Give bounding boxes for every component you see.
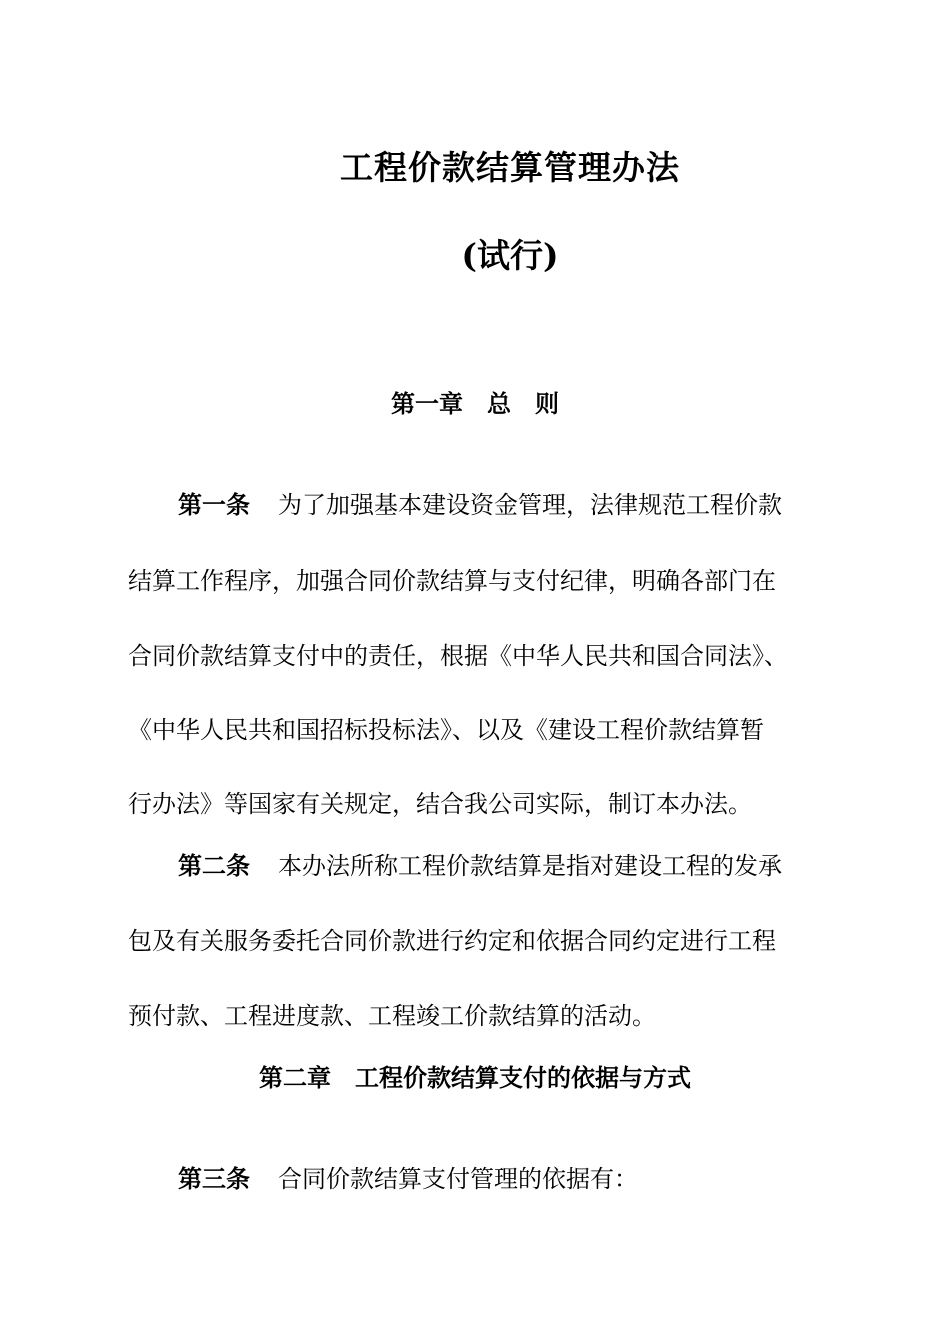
- article-1-line-4: 《中华人民共和国招标投标法》、以及《建设工程价款结算暂: [128, 716, 764, 744]
- article-1-line-2: 结算工作程序，加强合同价款结算与支付纪律，明确各部门在: [128, 567, 776, 595]
- article-label: 第二条: [178, 851, 250, 880]
- document-title: 工程价款结算管理办法: [340, 148, 680, 187]
- article-1-line-5: 行办法》等国家有关规定，结合我公司实际，制订本办法。: [128, 790, 752, 818]
- article-label: 第一条: [178, 490, 250, 519]
- article-text: 为了加强基本建设资金管理，法律规范工程价款: [278, 491, 782, 519]
- chapter-heading-2: 第二章 工程价款结算支付的依据与方式: [259, 1063, 691, 1092]
- article-text: 本办法所称工程价款结算是指对建设工程的发承: [278, 852, 782, 880]
- article-2-line-2: 包及有关服务委托合同价款进行约定和依据合同约定进行工程: [128, 927, 776, 955]
- article-2-line-1: [178, 846, 782, 881]
- article-label: 第三条: [178, 1164, 250, 1193]
- article-1-line-3: 合同价款结算支付中的责任，根据《中华人民共和国合同法》、: [128, 642, 788, 670]
- article-1-line-1: [178, 485, 782, 520]
- article-2-line-3: 预付款、工程进度款、工程竣工价款结算的活动。: [128, 1002, 656, 1030]
- article-text: 合同价款结算支付管理的依据有：: [278, 1165, 638, 1193]
- chapter-heading-1: 第一章 总 则: [391, 389, 559, 418]
- document-subtitle: (试行): [461, 236, 559, 275]
- article-3-line-1: [178, 1159, 638, 1194]
